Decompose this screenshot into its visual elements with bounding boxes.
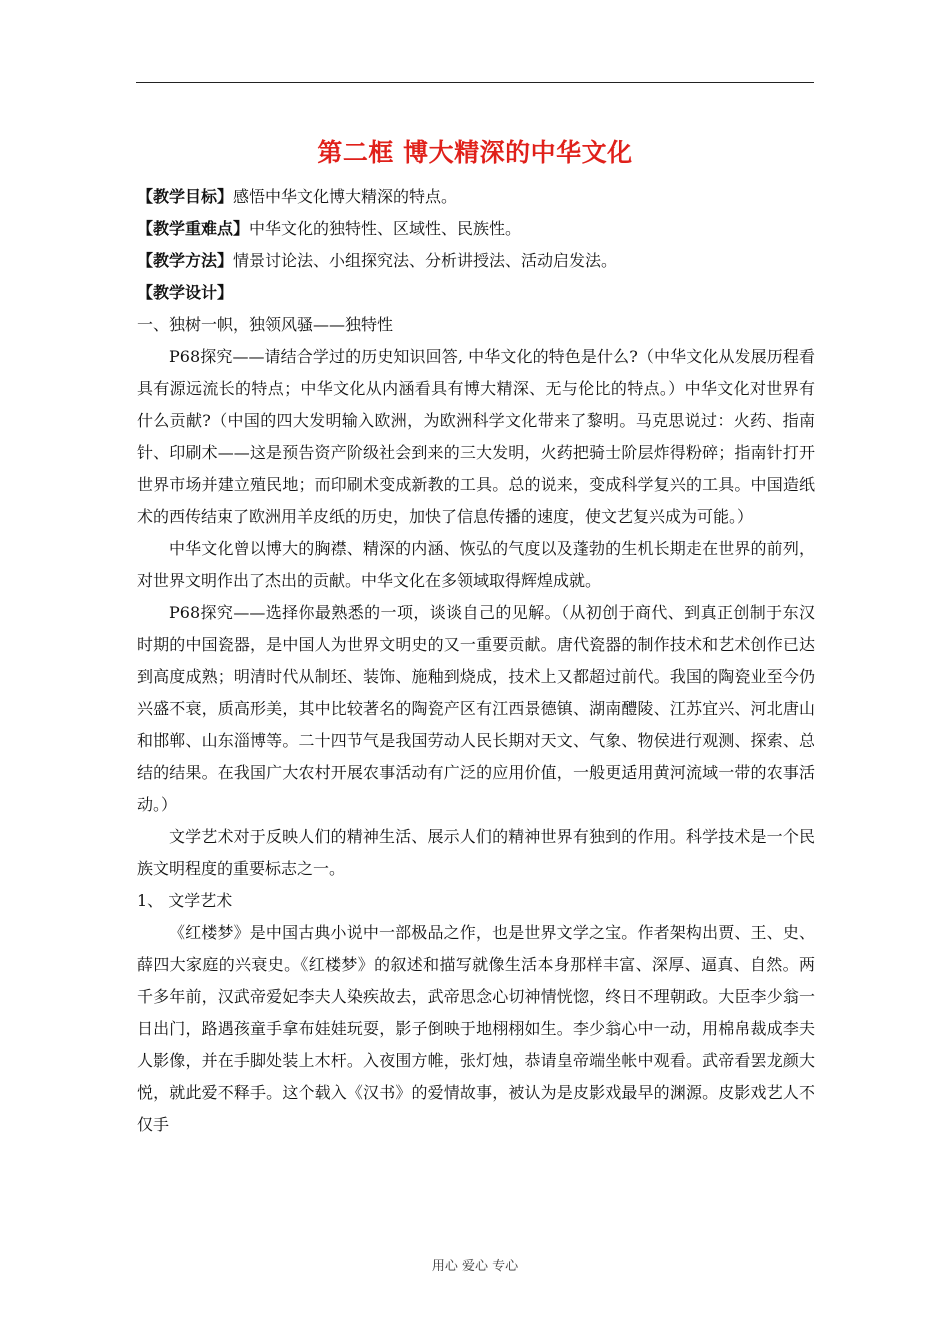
objective-methods <box>137 245 815 277</box>
objective-keypoints-label: 【教学重难点】 <box>137 219 250 238</box>
objective-keypoints-text: 中华文化的独特性、区域性、民族性。 <box>249 219 522 238</box>
page-footer: 用心 爱心 专心 <box>431 1259 519 1274</box>
objective-methods-label: 【教学方法】 <box>137 251 234 270</box>
objective-goal <box>137 181 815 213</box>
paragraph-contribution: 中华文化曾以博大的胸襟、精深的内涵、恢弘的气度以及蓬勃的生机长期走在世界的前列，对世界文明作出了杰出的贡献。中华文化在多领域取得辉煌成就。 <box>137 539 815 590</box>
subheading-literature: 1、 文学艺术 <box>137 891 233 910</box>
section-heading: 一、独树一帜，独领风骚——独特性 <box>137 315 394 334</box>
objective-methods-text: 情景讨论法、小组探究法、分析讲授法、活动启发法。 <box>233 251 618 270</box>
header-rule <box>136 82 814 83</box>
objective-goal-label: 【教学目标】 <box>137 187 234 206</box>
paragraph-explore-2: P68探究——选择你最熟悉的一项，谈谈自己的见解。（从初创于商代、到真正创制于东汉时期的中国瓷器，是中国人为世界文明史的又一重要贡献。唐代瓷器的制作技术和艺术创作已达到高度成熟；明清时代从制坯、装饰、施釉到烧成，技术上又都超过前代。我国的陶瓷业至今仍兴盛不衰，质高形美，其中比较著名的陶瓷产区有江西景德镇、湖南醴陵、江苏宜兴、河北唐山和邯郸、山东淄博等。二十四节气是我国劳动人民长期对天文、气象、物侯进行观测、探索、总结的结果。在我国广大农村开展农事活动有广泛的应用价值，一般更适用黄河流域一带的农事活动。） <box>137 603 815 814</box>
objective-goal-text: 感悟中华文化博大精深的特点。 <box>233 187 458 206</box>
paragraph-honglou: 《红楼梦》是中国古典小说中一部极品之作，也是世界文学之宝。作者架构出贾、王、史、薛四大家庭的兴衰史。《红楼梦》的叙述和描写就像生活本身那样丰富、深厚、逼真、自然。两千多年前，汉武帝爱妃李夫人染疾故去，武帝思念心切神情恍惚，终日不理朝政。大臣李少翁一日出门，路遇孩童手拿布娃娃玩耍，影子倒映于地栩栩如生。李少翁心中一动，用棉帛裁成李夫人影像，并在手脚处装上木杆。入夜围方帷，张灯烛，恭请皇帝端坐帐中观看。武帝看罢龙颜大悦，就此爱不释手。这个载入《汉书》的爱情故事，被认为是皮影戏最早的渊源。皮影戏艺人不仅手 <box>137 923 815 1134</box>
document-body <box>137 181 815 1141</box>
page-title: 第二框 博大精深的中华文化 <box>317 138 633 167</box>
objective-keypoints <box>137 213 815 245</box>
design-heading: 【教学设计】 <box>137 283 234 302</box>
paragraph-literature-science: 文学艺术对于反映人们的精神生活、展示人们的精神世界有独到的作用。科学技术是一个民族文明程度的重要标志之一。 <box>137 827 815 878</box>
paragraph-explore-1: P68探究——请结合学过的历史知识回答, 中华文化的特色是什么?（中华文化从发展历程看具有源远流长的特点；中华文化从内涵看具有博大精深、无与伦比的特点。）中华文化对世界有什么贡献?（中国的四大发明输入欧洲，为欧洲科学文化带来了黎明。马克思说过：火药、指南针、印刷术——这是预告资产阶级社会到来的三大发明，火药把骑士阶层炸得粉碎；指南针打开世界市场并建立殖民地；而印刷术变成新教的工具。总的说来，变成科学复兴的工具。中国造纸术的西传结束了欧洲用羊皮纸的历史，加快了信息传播的速度，使文艺复兴成为可能。） <box>137 347 815 526</box>
